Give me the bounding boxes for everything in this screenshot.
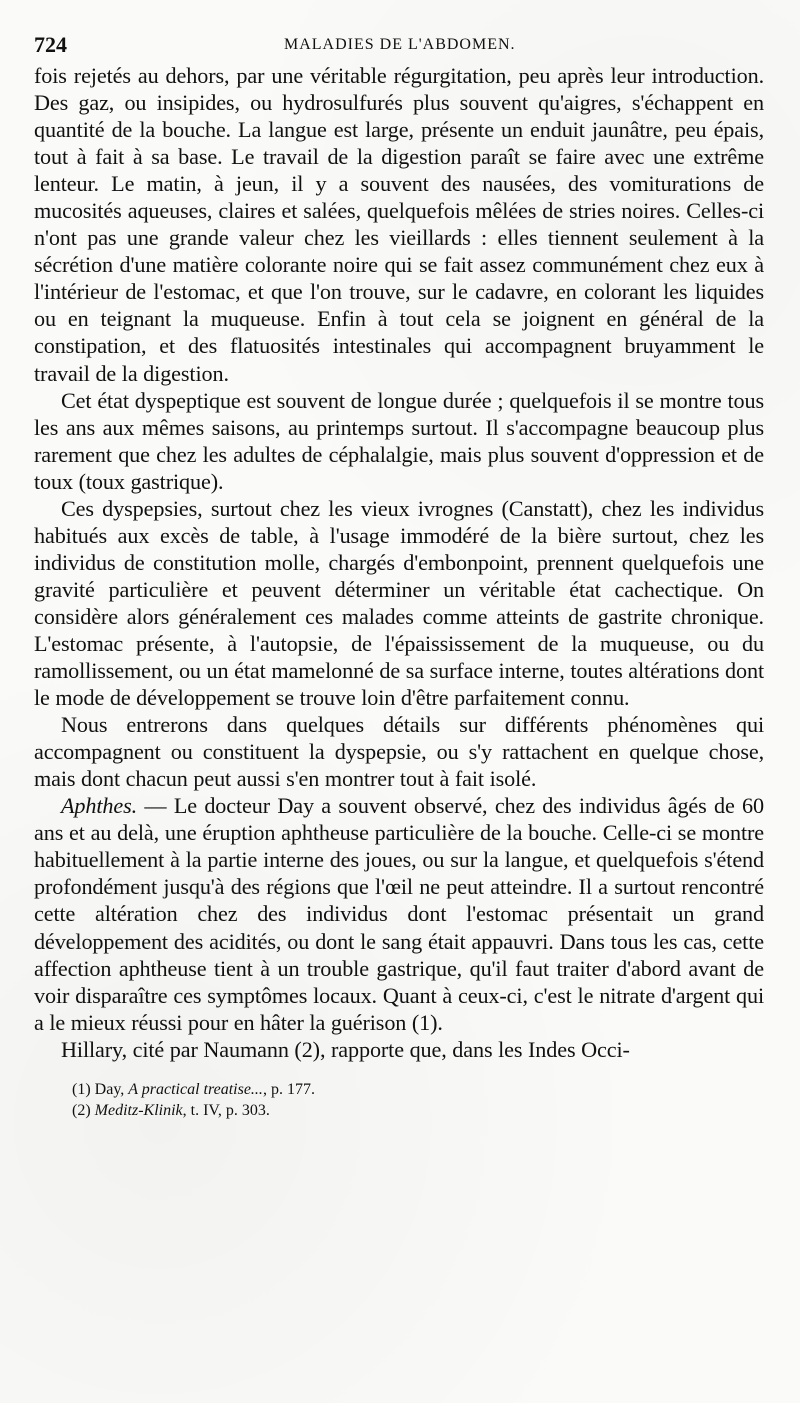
paragraph-phenomena: Nous entrerons dans quelques détails sur différents phénomènes qui accompagnent ou constituent la dyspepsie, ou s'y rattachent en quelque chose, mais dont chacun peut aussi s'en montrer tout à fait isolé. bbox=[34, 712, 764, 792]
footnote-author: Day, bbox=[90, 1080, 129, 1098]
footnote-reference: , p. 177. bbox=[262, 1080, 315, 1098]
footnote-marker: (1) bbox=[72, 1080, 91, 1098]
footnote-title: A practical treatise... bbox=[128, 1080, 263, 1098]
section-title-aphthes: Aphthes. bbox=[61, 793, 138, 819]
paragraph-continuation: fois rejetés au dehors, par une véritable régurgitation, peu après leur introduction. Des gaz, ou insipides, ou hydrosulfurés plus souvent qu'aigres, s'échappent en quantité de la bouche. La langue est large, présente un enduit jaunâtre, peu épais, tout à fait à sa base. Le travail de la digestion paraît se faire avec une extrême lenteur. Le matin, à jeun, il y a souvent des nausées, des vomiturations de mucosités aqueuses, claires et salées, quelquefois mêlées de stries noires. Celles-ci n'ont pas une grande valeur chez les vieillards : elles tiennent seulement à la sécrétion d'une matière colorante noire qui se fait assez communément chez eux à l'intérieur de l'estomac, et que l'on trouve, sur le cadavre, en colorant les liquides ou en teignant la muqueuse. Enfin à tout cela se joignent en général de la constipation, et des flatuosités intestinales qui accompagnent bruyamment le travail de la digestion. bbox=[34, 63, 764, 386]
running-head bbox=[34, 28, 764, 62]
paragraph-dyspepsias: Ces dyspepsies, surtout chez les vieux ivrognes (Canstatt), chez les individus habitués aux excès de table, à l'usage immodéré de la bière surtout, chez les individus de constitution molle, chargés d'embonpoint, prennent quelquefois une gravité particulière et peuvent déterminer un véritable état cachectique. On considère alors généralement ces malades comme atteints de gastrite chronique. L'estomac présente, à l'autopsie, de l'épaississement de la muqueuse, ou du ramollissement, ou un état mamelonné de sa surface interne, toutes altérations dont le mode de développement se trouve loin d'être parfaitement connu. bbox=[34, 495, 764, 711]
footnote-reference: , t. IV, p. 303. bbox=[182, 1101, 270, 1119]
paragraph-aphthes bbox=[34, 792, 764, 1035]
footnote-marker: (2) bbox=[72, 1101, 91, 1119]
body-text bbox=[34, 62, 764, 1063]
paragraph-dyspeptic-state: Cet état dyspeptique est souvent de longue durée ; quelquefois il se montre tous les ans aux mêmes saisons, au printemps surtout. Il s'accompagne beaucoup plus rarement que chez les adultes de céphalalgie, mais plus souvent d'oppression et de toux (toux gastrique). bbox=[34, 387, 764, 494]
footnote-1 bbox=[72, 1079, 764, 1100]
paragraph-hillary: Hillary, cité par Naumann (2), rapporte que, dans les Indes Occi- bbox=[61, 1036, 630, 1062]
page-number: 724 bbox=[34, 32, 67, 57]
footnotes bbox=[72, 1079, 764, 1121]
running-title: MALADIES DE L'ABDOMEN. bbox=[284, 36, 516, 53]
footnote-title: Meditz-Klinik bbox=[94, 1101, 183, 1119]
aphthes-text: — Le docteur Day a souvent observé, chez des individus âgés de 60 ans et au delà, une éruption aphtheuse particulière de la bouche. Celle-ci se montre habituellement à la partie interne des joues, ou sur la langue, et quelquefois s'étend profondément jusqu'à des régions que l'œil ne peut atteindre. Il a surtout rencontré cette altération chez des individus dont l'estomac présentait un grand développement des acidités, ou dont le sang était appauvri. Dans tous les cas, cette affection aphtheuse tient à un trouble gastrique, qu'il faut traiter d'abord avant de voir disparaître ces symptômes locaux. Quant à ceux-ci, c'est le nitrate d'argent qui a le mieux réussi pour en hâter la guérison (1). bbox=[34, 793, 764, 1035]
footnote-2 bbox=[72, 1100, 764, 1121]
